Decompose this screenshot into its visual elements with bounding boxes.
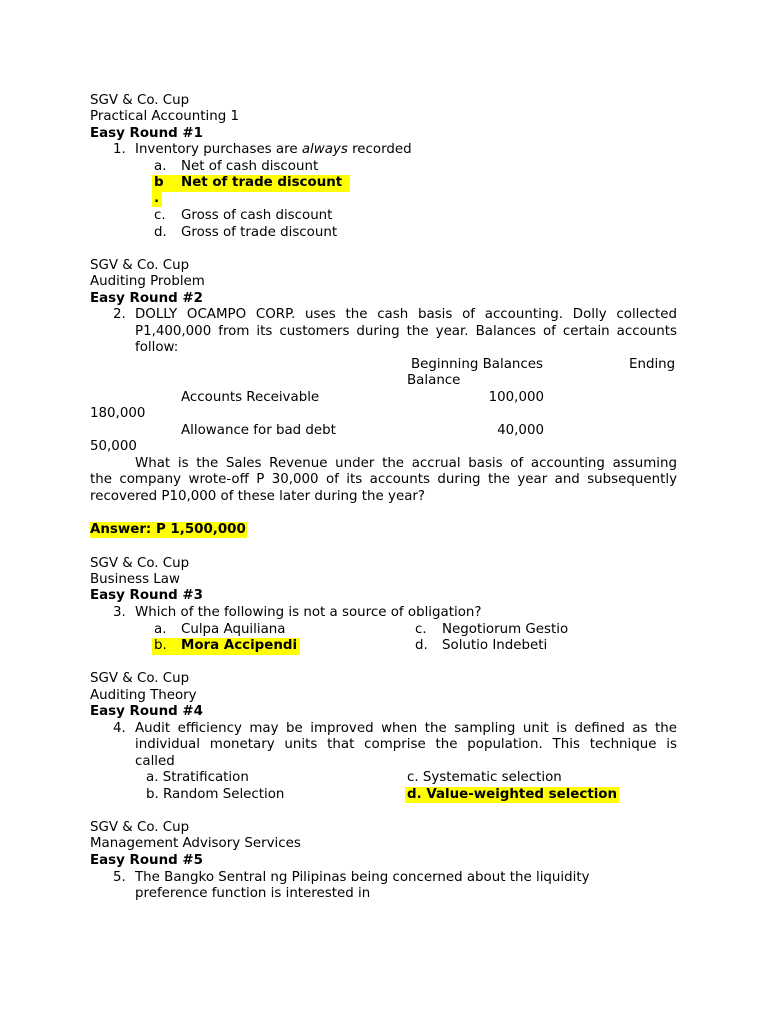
table-row-label: Allowance for bad debt xyxy=(181,423,336,438)
option-text: Mora Accipendi xyxy=(181,638,298,653)
option-marker: a. xyxy=(154,622,167,637)
question-number: 3. xyxy=(113,605,126,620)
option-marker: d. xyxy=(154,225,167,240)
table-row-beginning: 40,000 xyxy=(497,423,544,438)
question-text-line: Audit efficiency may be improved when the sampling unit is defined as the xyxy=(135,721,677,736)
section-round: Easy Round #2 xyxy=(90,291,203,306)
table-row-beginning: 100,000 xyxy=(488,390,544,405)
option-marker-dot: . xyxy=(152,192,162,207)
section-round: Easy Round #5 xyxy=(90,853,203,868)
option-text: b. Random Selection xyxy=(146,787,285,802)
section-subject: Management Advisory Services xyxy=(90,836,301,851)
emphasis-text: always xyxy=(301,142,348,157)
option-text: Net of trade discount xyxy=(181,175,343,190)
table-row-label: Accounts Receivable xyxy=(181,390,320,405)
table-row-ending: 50,000 xyxy=(90,439,137,454)
question-number: 4. xyxy=(113,721,126,736)
option-marker: c. xyxy=(415,622,427,637)
question-text: Which of the following is not a source of obligation? xyxy=(135,605,482,620)
section-org: SGV & Co. Cup xyxy=(90,671,190,686)
section-round: Easy Round #3 xyxy=(90,588,203,603)
highlighted-answer-option xyxy=(152,638,300,655)
section-org: SGV & Co. Cup xyxy=(90,258,190,273)
option-marker: b xyxy=(154,175,164,190)
option-text: Net of cash discount xyxy=(181,159,319,174)
question-text-line: follow: xyxy=(135,340,179,355)
option-marker: b. xyxy=(154,638,167,653)
table-header-ending: Ending xyxy=(629,357,676,372)
option-text: Gross of trade discount xyxy=(181,225,338,240)
section-subject: Business Law xyxy=(90,572,180,587)
option-text: Solutio Indebeti xyxy=(442,638,548,653)
question-text-line: DOLLY OCAMPO CORP. uses the cash basis of accounting. Dolly collected xyxy=(135,307,677,322)
highlighted-answer-option: d. Value-weighted selection xyxy=(407,787,618,802)
section-org: SGV & Co. Cup xyxy=(90,93,190,108)
highlighted-answer-option xyxy=(152,175,350,192)
question-number: 1. xyxy=(113,142,126,157)
table-row-ending: 180,000 xyxy=(90,406,146,421)
table-header-ending-2: Balance xyxy=(407,373,461,388)
answer-line: Answer: P 1,500,000 xyxy=(90,522,246,537)
option-text: a. Stratification xyxy=(146,770,249,785)
question-text-line: called xyxy=(135,754,175,769)
option-text: Gross of cash discount xyxy=(181,208,333,223)
question-paragraph-line: What is the Sales Revenue under the accrual basis of accounting assuming xyxy=(135,456,677,471)
question-text-line: The Bangko Sentral ng Pilipinas being concerned about the liquidity xyxy=(135,870,590,885)
section-subject: Practical Accounting 1 xyxy=(90,109,239,124)
section-round: Easy Round #4 xyxy=(90,704,203,719)
option-marker: c. xyxy=(154,208,166,223)
section-round: Easy Round #1 xyxy=(90,126,203,141)
section-subject: Auditing Problem xyxy=(90,274,205,289)
table-header-beginning: Beginning Balances xyxy=(411,357,543,372)
question-text-line: preference function is interested in xyxy=(135,886,371,901)
option-text: Negotiorum Gestio xyxy=(442,622,569,637)
option-marker: a. xyxy=(154,159,167,174)
option-text: c. Systematic selection xyxy=(407,770,562,785)
section-org: SGV & Co. Cup xyxy=(90,556,190,571)
option-text: Culpa Aquiliana xyxy=(181,622,286,637)
section-org: SGV & Co. Cup xyxy=(90,820,190,835)
question-paragraph-line: the company wrote-off P 30,000 of its accounts during the year and subsequently xyxy=(90,472,677,487)
question-paragraph-line: recovered P10,000 of these later during the year? xyxy=(90,489,426,504)
question-text: Inventory purchases are always recorded xyxy=(135,142,412,157)
section-subject: Auditing Theory xyxy=(90,688,197,703)
option-marker: d. xyxy=(415,638,428,653)
question-number: 5. xyxy=(113,870,126,885)
question-text-line: P1,400,000 from its customers during the year. Balances of certain accounts xyxy=(135,324,677,339)
question-number: 2. xyxy=(113,307,126,322)
question-text-line: individual monetary units that comprise the population. This technique is xyxy=(135,737,677,752)
